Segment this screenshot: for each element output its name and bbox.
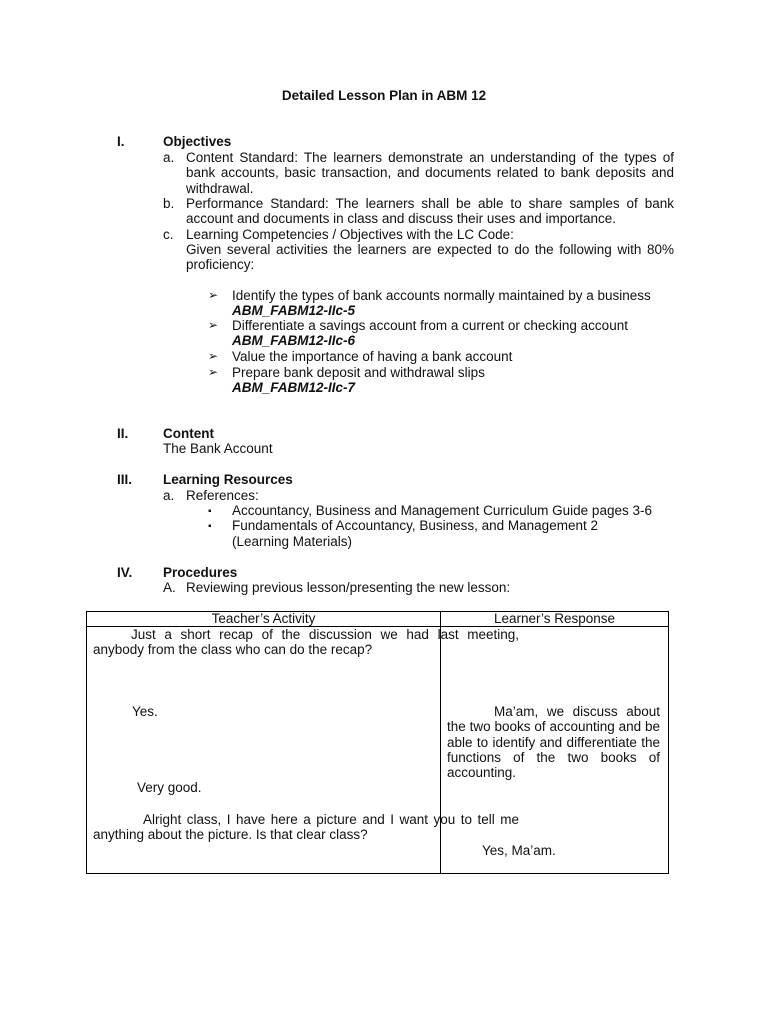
lc-code: ABM_FABM12-IIc-7 (232, 380, 356, 395)
objective-proficiency-statement: Given several activities the learners are expected to do the following with 80% proficiency: (186, 242, 674, 273)
section-numeral-objectives: I. (117, 134, 125, 149)
objective-content-standard: Content Standard: The learners demonstrate an understanding of the types of bank accounts, basic transaction, and documents related to bank deposits and withdrawal. (186, 150, 674, 196)
teacher-very-good: Very good. (137, 780, 202, 795)
resources-letter-a: a. (163, 488, 175, 503)
table-row (87, 627, 669, 874)
lc-code: ABM_FABM12-IIc-5 (232, 303, 356, 318)
square-bullet-icon: ▪ (208, 506, 212, 517)
table-header-row (87, 612, 669, 627)
teacher-yes: Yes. (132, 704, 158, 719)
objective-letter-c: c. (163, 227, 174, 242)
competency-item: Identify the types of bank accounts normally maintained by a business (232, 288, 651, 303)
section-heading-objectives: Objectives (163, 134, 232, 149)
references-label: References: (186, 488, 259, 503)
section-numeral-content: II. (117, 426, 129, 441)
objective-letter-b: b. (163, 196, 175, 211)
document-title: Detailed Lesson Plan in ABM 12 (281, 88, 487, 103)
learner-yes-answer: Yes, Ma’am. (482, 843, 556, 858)
learner-recap-answer: Ma’am, we discuss about the two books of accounting and be able to identify and differentiate the functions of the two books of accounting. (447, 704, 660, 781)
activity-table (86, 611, 669, 874)
procedure-step: Reviewing previous lesson/presenting the new lesson: (186, 580, 511, 595)
lc-code: ABM_FABM12-IIc-6 (232, 333, 356, 348)
learner-response-cell (441, 627, 669, 874)
reference-item: Fundamentals of Accountancy, Business, and Management 2 (232, 518, 598, 533)
square-bullet-icon: ▪ (208, 521, 212, 532)
competency-item: Differentiate a savings account from a current or checking account (232, 318, 628, 333)
objective-learning-competencies: Learning Competencies / Objectives with the LC Code: (186, 227, 514, 242)
learner-response-header: Learner’s Response (441, 612, 669, 627)
teacher-recap-prompt: Just a short recap of the discussion we had last meeting, anybody from the class who can do the recap? (93, 627, 519, 658)
content-topic: The Bank Account (163, 441, 273, 456)
reference-item-note: (Learning Materials) (232, 534, 353, 549)
arrow-bullet-icon: ➢ (208, 365, 219, 379)
arrow-bullet-icon: ➢ (208, 288, 219, 302)
procedure-letter-a: A. (163, 580, 176, 595)
objective-performance-standard: Performance Standard: The learners shall be able to share samples of bank account and documents in class and discuss their uses and importance. (186, 196, 674, 227)
arrow-bullet-icon: ➢ (208, 349, 219, 363)
section-numeral-resources: III. (117, 472, 133, 487)
section-heading-resources: Learning Resources (163, 472, 293, 487)
teacher-activity-header: Teacher’s Activity (87, 612, 441, 627)
competency-item: Prepare bank deposit and withdrawal slips (232, 365, 485, 380)
arrow-bullet-icon: ➢ (208, 318, 219, 332)
teacher-picture-prompt: Alright class, I have here a picture and I want you to tell me anything about the picture. Is that clear class? (93, 812, 519, 843)
objective-letter-a: a. (163, 150, 175, 165)
reference-item: Accountancy, Business and Management Curriculum Guide pages 3-6 (232, 503, 652, 518)
section-heading-content: Content (163, 426, 214, 441)
section-heading-procedures: Procedures (163, 565, 238, 580)
section-numeral-procedures: IV. (117, 565, 133, 580)
competency-item: Value the importance of having a bank account (232, 349, 513, 364)
